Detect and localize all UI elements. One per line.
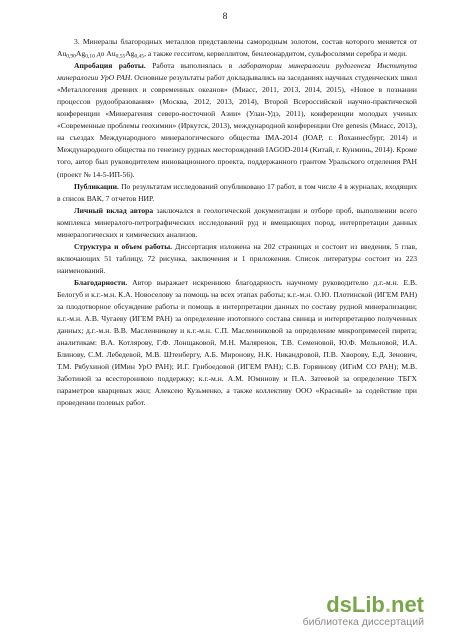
contribution-heading: Личный вклад автора <box>74 205 154 215</box>
page-number: 8 <box>222 12 228 22</box>
institution-name: лаборатории минералогии рудогенеза Института минералогии УрО РАН <box>57 61 417 83</box>
structure-heading: Структура и объем работы. <box>74 241 173 251</box>
site-watermark[interactable] <box>303 594 424 629</box>
acknowledgements-heading: Благодарности. <box>74 277 128 287</box>
paragraph-acknowledgements: Благодарности. Автор выражает искреннюю благодарность научному руководителю д.г.-м.н. Е.В. Белогуб и к.г.-м.н. К.А. Новоселову за помощь на всех этапах работы; к.г.-м.н. О.Ю. Плотинской (ИГЕМ РАН) за плодотворное обсуждение работы и помощь в интерпретации данных по составу рудной минерализации; к.г.-м.н. А.В. Чугаеву (ИГЕМ РАН) за определение изотопного состава свинца и интерпретацию полученных данных; д.г.-м.н. В.В. Масленникову и к.г.-м.н. С.П. Масленниковой за определение микропримесей пирита; аналитикам: В.А. Котлярову, Г.Ф. Лонщаковой, М.Н. Маляренок, Т.В. Семеновой, Ю.Ф. Мельновой, И.А. Блинову, С.М. Лебедевой, М.В. Штенбергу, А.Б. Миронову, Н.К. Никандровой, П.В. Хворову, Е.Д. Зенович, Т.М. Рябухиной (ИМин УрО РАН); И.Г. Грибоедовой (ИГЕМ РАН); С.В. Горяинову (ИГиМ СО РАН); М.В. Заботиной за всестороннюю поддержку; к.г.-м.н. А.М. Юминову и П.А. Затеевой за определение ТБГХ параметров кварцевых жил; Алексею Кузьменко, а также коллективу ООО «Красный» за содействие при проведении полевых работ. <box>57 277 417 408</box>
site-subtitle: библиотека диссертаций <box>302 616 424 628</box>
paragraph-structure: Структура и объем работы. Диссертация изложена на 202 страницах и состоит из введения, 5 глав, включающих 51 таблицу, 72 рисунка, заключения и 1 приложения. Список литературы состоит из 223 наименований. <box>57 241 417 275</box>
site-logo[interactable]: dsLib.net <box>326 592 424 617</box>
paragraph-publications: Публикации. По результатам исследований опубликовано 17 работ, в том числе 4 в журналах, входящих в список ВАК, 7 отчетов НИР. <box>57 181 417 203</box>
publications-heading: Публикации. <box>74 181 119 191</box>
paragraph-minerals: 3. Минералы благородных металлов представлены самородным золотом, состав которого меняется от $Au_{0,90}Ag_{0,10}$ до $Au_{0,55}Ag_{0,45}$, а также гесситом, кервеллитом, бенлеонардитом, сульфосолями серебра и меди. <box>57 37 417 60</box>
approbation-heading: Апробация работы. <box>74 61 146 71</box>
paragraph-approbation: Апробация работы. Работа выполнялась в лаборатории минералогии рудогенеза Института минералогии УрО РАН. Основные результаты работ докладывались на заседаниях научных студенческих школ «Металлогения древних и современных океанов» (Миасс, 2011, 2013, 2014, 2015), «Новое в познании процессов рудообразования» (Москва, 2012, 2013, 2014), Второй Всероссийской научно-практической конференции «Минерагения северо-восточной Азии» (Улан-Удэ, 2011), конференции молодых ученых «Современные проблемы геохимии» (Иркутск, 2013), международной конференции Ore genesis (Миасс, 2013), на съездах Международного минералогического общества IMA-2014 (ЮАР, г. Йоханнесбург, 2014) и Международного общества по генезису рудных месторождений IAGOD-2014 (Китай, г. Кунминь, 2014). Кроме того, автор был руководителем инновационного проекта, поддержанного грантом Уральского отделения РАН (проект № 14-5-ИП-56). <box>57 61 417 179</box>
page-body <box>57 36 417 409</box>
paragraph-contribution: Личный вклад автора заключался в геологической документации и отборе проб, выполнении всего комплекса минералого-петрографических исследований руд и вмещающих пород, интерпретации данных минералогических и химических анализов. <box>57 205 417 239</box>
